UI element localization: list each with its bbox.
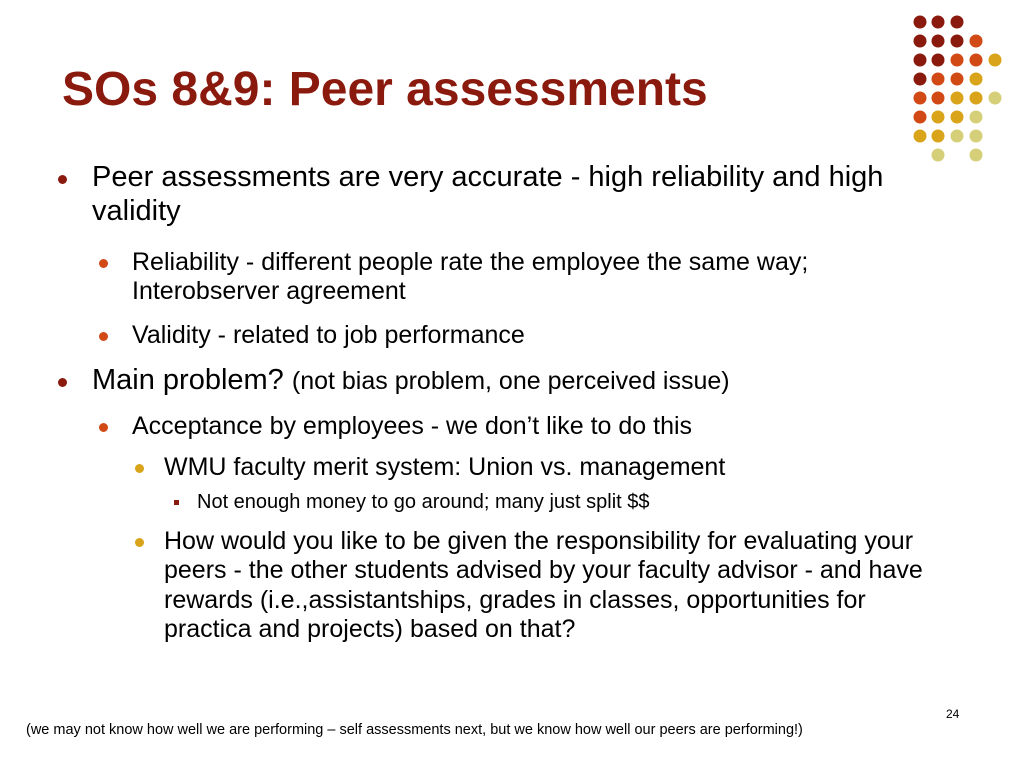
decorative-dot <box>989 92 1002 105</box>
footnote: (we may not know how well we are performing – self assessments next, but we know how well our peers are performing!) <box>26 722 803 738</box>
decorative-dot <box>932 92 945 105</box>
bullet-wmu-merit <box>164 453 954 482</box>
decorative-dot <box>914 92 927 105</box>
decorative-dot <box>914 130 927 143</box>
bullet-dot-icon <box>99 332 108 341</box>
decorative-dot <box>914 111 927 124</box>
bullet-dot-icon <box>99 423 108 432</box>
decorative-dot <box>951 16 964 29</box>
bullet-text: Acceptance by employees - we don’t like to do this <box>132 412 693 440</box>
decorative-dot <box>970 111 983 124</box>
decorative-dot <box>932 16 945 29</box>
bullet-text: Reliability - different people rate the employee the same way; Interobserver agreement <box>132 248 809 306</box>
decorative-dot <box>932 73 945 86</box>
bullet-text: Not enough money to go around; many just split $$ <box>197 491 650 513</box>
decorative-dot <box>932 130 945 143</box>
decorative-dot <box>951 54 964 67</box>
bullet-text: Validity - related to job performance <box>132 321 525 349</box>
bullet-dot-icon <box>58 378 67 387</box>
decorative-dot <box>970 92 983 105</box>
decorative-dot <box>970 54 983 67</box>
decorative-dot <box>970 35 983 48</box>
decorative-dot <box>951 130 964 143</box>
bullet-main-problem <box>92 364 962 398</box>
bullet-reliability <box>132 248 932 307</box>
bullet-money <box>197 491 897 514</box>
bullet-text: How would you like to be given the responsibility for evaluating your peers - the other students advised by your faculty advisor - and have rewards (i.e.,assistantships, grades in classes, opportunities for practica and projects) based on that? <box>164 527 923 643</box>
bullet-square-icon <box>174 500 179 505</box>
bullet-parenthetical: (not bias problem, one perceived issue) <box>291 367 730 395</box>
bullet-dot-icon <box>135 464 144 473</box>
bullet-peer-accuracy <box>92 161 962 229</box>
decorative-dot <box>932 35 945 48</box>
decorative-dot <box>932 111 945 124</box>
decorative-dot <box>970 73 983 86</box>
bullet-text: Peer assessments are very accurate - high reliability and high validity <box>92 161 884 227</box>
bullet-dot-icon <box>99 259 108 268</box>
bullet-dot-icon <box>58 175 67 184</box>
decorative-dot <box>914 73 927 86</box>
decorative-dot <box>951 73 964 86</box>
bullet-text: WMU faculty merit system: Union vs. management <box>164 453 726 481</box>
decorative-dot <box>989 54 1002 67</box>
decorative-dot <box>914 54 927 67</box>
bullet-how-would-you <box>164 527 954 644</box>
bullet-text: Main problem? <box>92 364 292 396</box>
decorative-dot <box>970 130 983 143</box>
decorative-dot <box>951 111 964 124</box>
bullet-dot-icon <box>135 538 144 547</box>
decorative-dot <box>914 35 927 48</box>
decorative-dot <box>932 54 945 67</box>
bullet-validity <box>132 321 932 350</box>
decorative-dot <box>970 149 983 162</box>
decorative-dot <box>914 16 927 29</box>
slide-title: SOs 8&9: Peer assessments <box>62 63 708 116</box>
decorative-dot <box>951 35 964 48</box>
decorative-dot <box>951 92 964 105</box>
bullet-acceptance <box>132 412 932 441</box>
page-number: 24 <box>946 707 960 721</box>
decorative-dot <box>932 149 945 162</box>
